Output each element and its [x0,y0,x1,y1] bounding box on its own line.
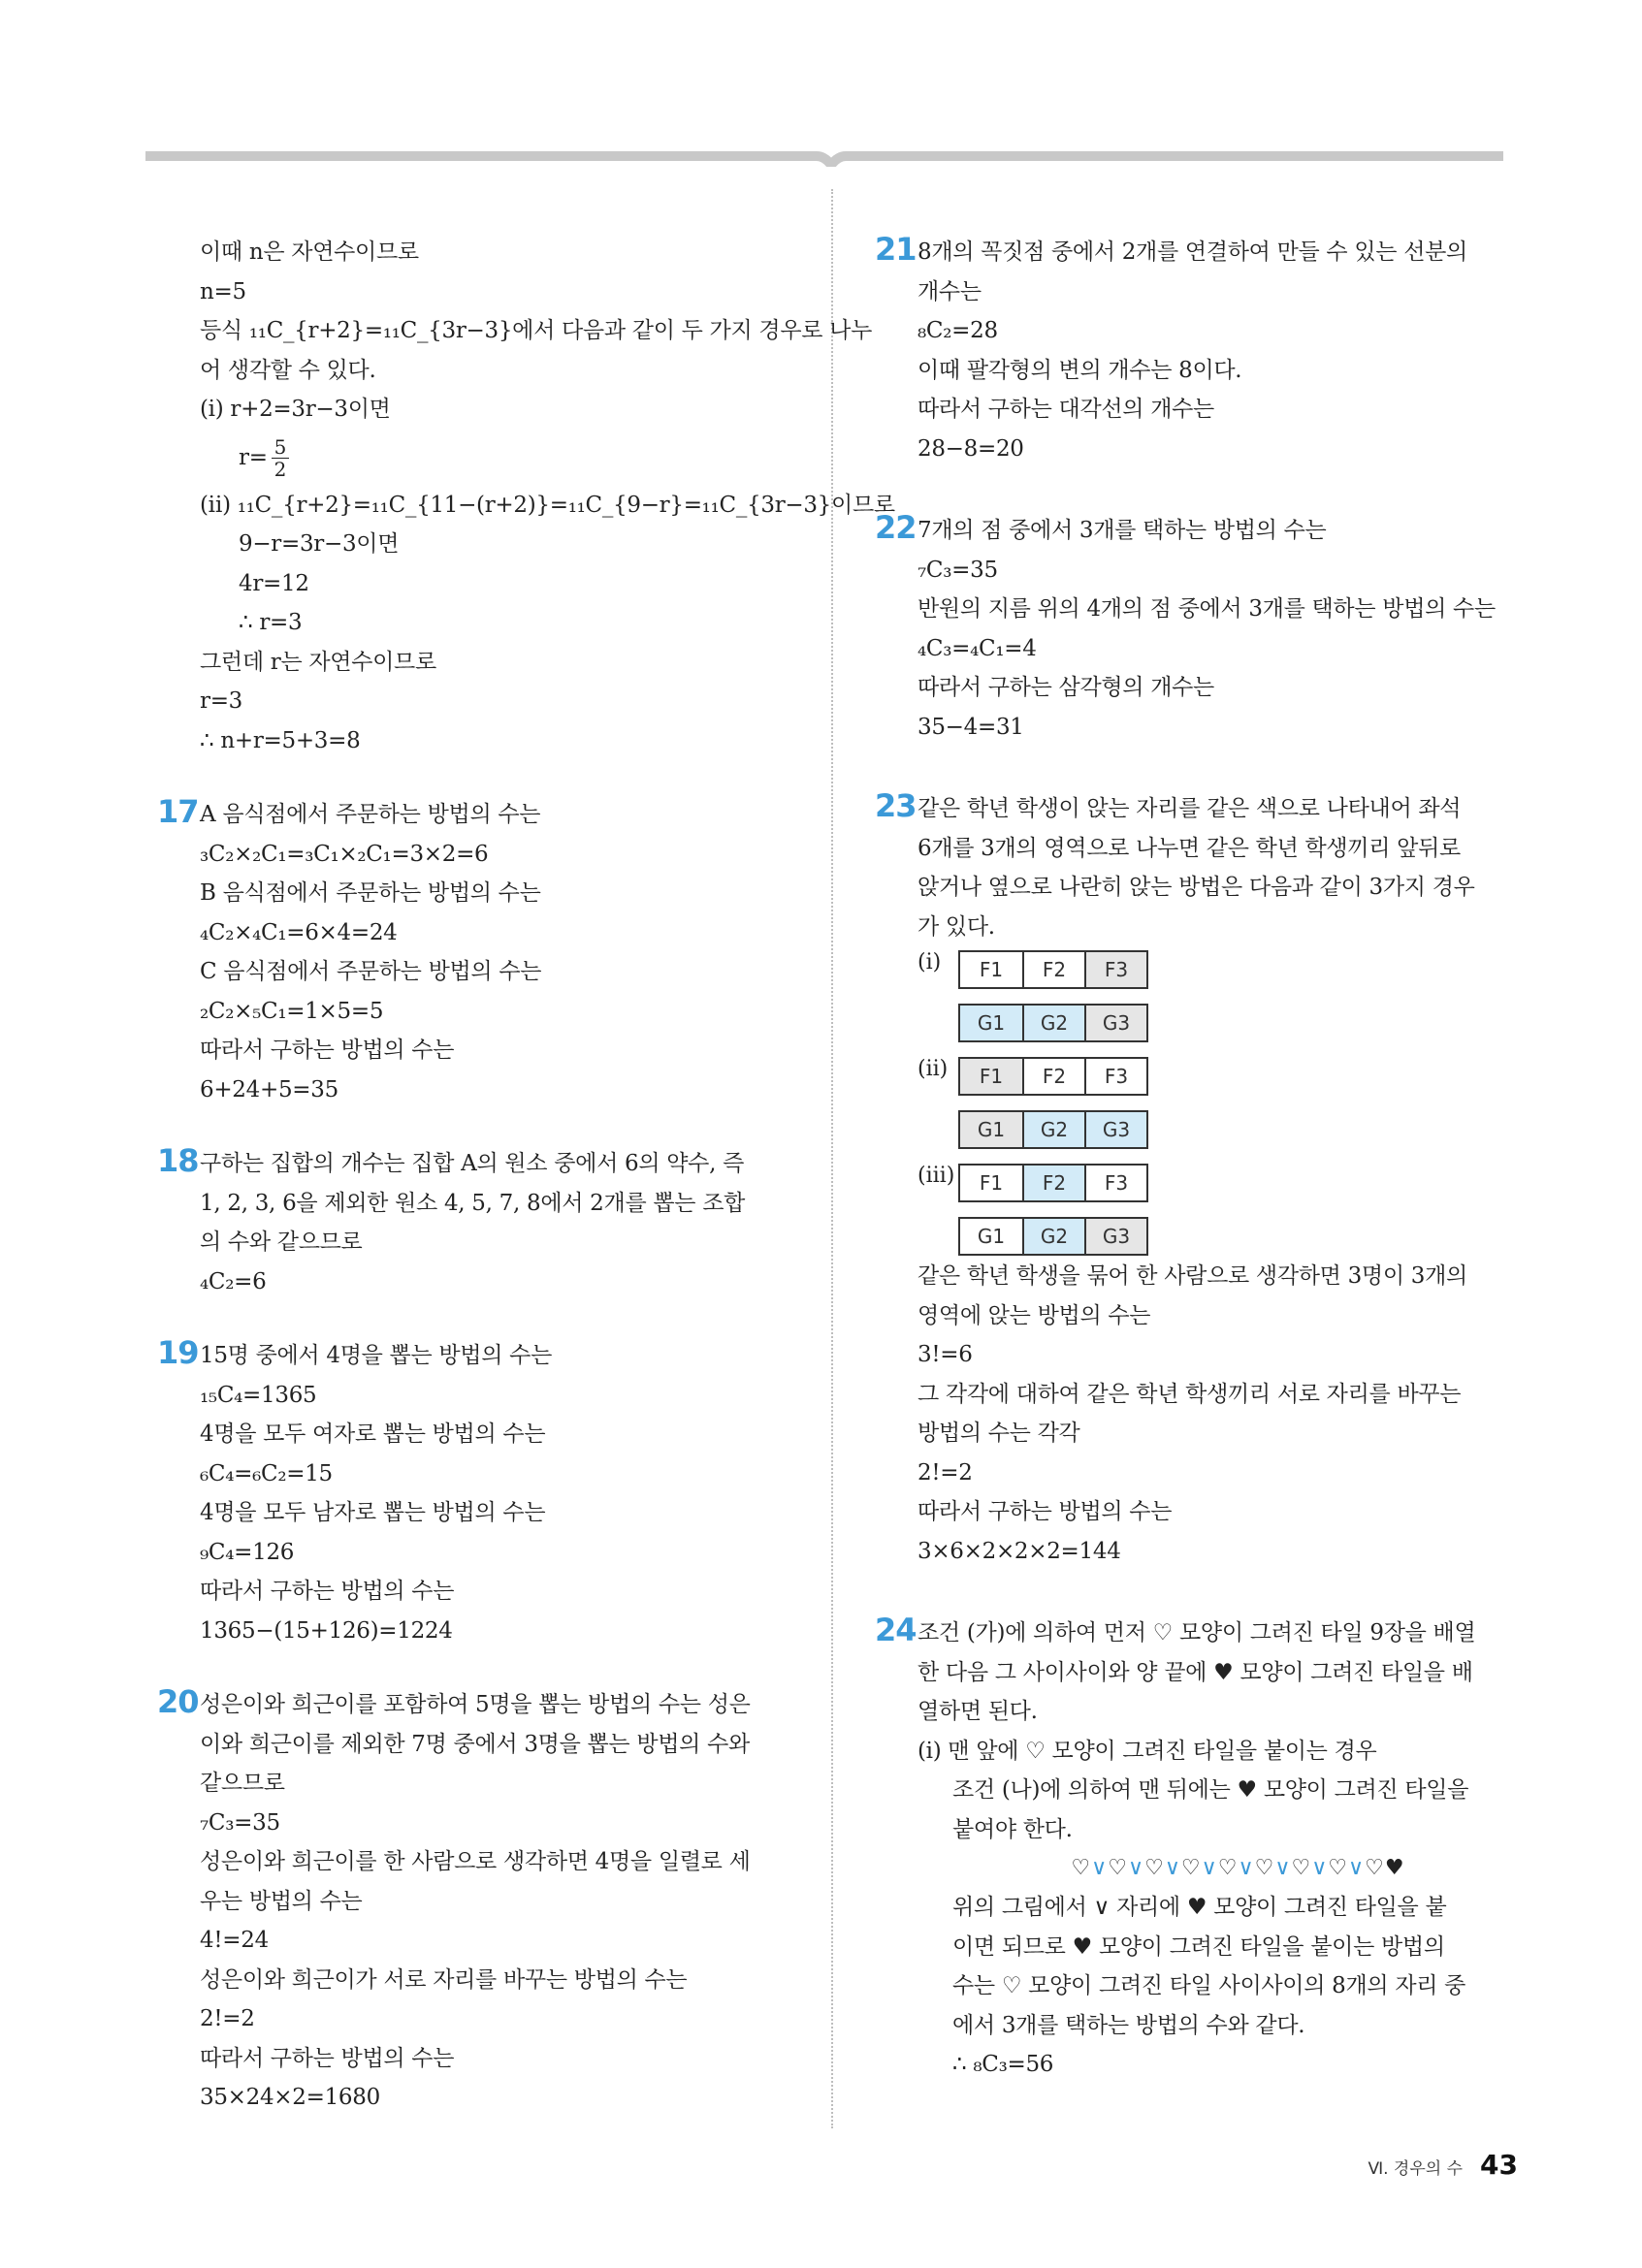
text-line: ₄C₃=₄C₁=4 [918,635,1037,661]
solution-lines [200,1685,797,2118]
text-line: 위의 그림에서 ∨ 자리에 ♥ 모양이 그려진 타일을 붙 [952,1895,1447,1920]
slot-mark: ∨ [1091,1856,1109,1880]
seat-cell: G2 [1022,1112,1084,1147]
page-number: 43 [1480,2149,1518,2181]
text-line: ₉C₄=126 [200,1539,295,1565]
solution-19 [157,1336,797,1650]
seat-cell: F3 [1084,1166,1146,1200]
left-column [157,233,895,2153]
text-line: ∴ r=3 [239,610,303,635]
seat-cell: F2 [1022,1059,1084,1094]
text-line: ∴ n+r=5+3=8 [200,727,361,753]
seat-cell: G3 [1084,1112,1146,1147]
text-part: r= [239,444,268,470]
case-label: (ⅱ) [918,1057,949,1081]
slot-mark: ∨ [1348,1856,1366,1880]
right-column [875,233,1520,2120]
solution-lines [918,1888,1520,2085]
text-line: 반원의 지름 위의 4개의 점 중에서 3개를 택하는 방법의 수는 [918,596,1496,622]
solution-lines [200,1144,797,1301]
text-line: 이면 되므로 ♥ 모양이 그려진 타일을 붙이는 방법의 [952,1933,1445,1960]
text-line: 35×24×2=1680 [200,2085,380,2110]
solution-16-continued [157,233,895,760]
text-line: 같으므로 [200,1771,285,1796]
text-line: C 음식점에서 주문하는 방법의 수는 [200,959,542,984]
solution-lines [918,233,1520,468]
text-line: B 음식점에서 주문하는 방법의 수는 [200,880,541,906]
text-line: 성은이와 희근이가 서로 자리를 바꾸는 방법의 수는 [200,1966,688,1993]
seat-cell: G1 [960,1112,1022,1147]
problem-number: 19 [157,1334,199,1371]
heart-tile: ♡ [1071,1856,1092,1880]
text-line: 3×6×2×2×2=144 [918,1538,1121,1564]
seat-row [958,1164,1148,1202]
text-line: n=5 [200,278,246,304]
solution-lines [200,1336,797,1650]
text-line: 그 각각에 대하여 같은 학년 학생끼리 서로 자리를 바꾸는 [918,1381,1462,1407]
text-line: 2!=2 [200,2006,255,2031]
text-line: A 음식점에서 주문하는 방법의 수는 [200,802,541,827]
seat-cell: F2 [1022,952,1084,987]
seat-cell: F3 [1084,1059,1146,1094]
heart-tile: ♡ [1254,1856,1275,1880]
text-line: 성은이와 희근이를 포함하여 5명을 뽑는 방법의 수는 성은 [200,1692,751,1717]
fraction [272,436,289,480]
text-line: 등식 ₁₁C_{r+2}=₁₁C_{3r−3}에서 다음과 같이 두 가지 경우로 나누 [200,318,872,343]
text-line: 6개를 3개의 영역으로 나누면 같은 학년 학생끼리 앞뒤로 [918,835,1461,861]
text-line: 따라서 구하는 삼각형의 개수는 [918,675,1214,700]
seat-row [958,950,1148,989]
solution-21 [875,233,1520,468]
seat-cell: G2 [1022,1006,1084,1040]
column-divider [831,189,833,2128]
tile-sequence [918,1849,1520,1888]
seat-cell: F1 [960,952,1022,987]
text-line: 7개의 점 중에서 3개를 택하는 방법의 수는 [918,518,1327,543]
problem-number: 24 [875,1612,917,1648]
seat-cell: G1 [960,1006,1022,1040]
solution-20 [157,1685,797,2118]
text-line: 구하는 집합의 개수는 집합 A의 원소 중에서 6의 약수, 즉 [200,1151,745,1176]
text-line: 6+24+5=35 [200,1076,338,1102]
solution-24 [875,1613,1520,2085]
seat-cell: G2 [1022,1219,1084,1254]
text-line: 이때 팔각형의 변의 개수는 8이다. [918,357,1242,383]
seat-row [958,1057,1148,1096]
top-decorative-bar [145,145,1503,167]
text-line: 4명을 모두 남자로 뽑는 방법의 수는 [200,1500,546,1525]
text-line: 같은 학년 학생이 앉는 자리를 같은 색으로 나타내어 좌석 [918,796,1462,821]
heart-tile: ♡ [1365,1856,1385,1880]
slot-mark: ∨ [1311,1856,1329,1880]
text-line: 1, 2, 3, 6을 제외한 원소 4, 5, 7, 8에서 2개를 뽑는 조합 [200,1190,746,1216]
text-line: 4명을 모두 여자로 뽑는 방법의 수는 [200,1421,546,1447]
solution-22 [875,511,1520,747]
problem-number: 22 [875,509,917,546]
text-line: 따라서 구하는 방법의 수는 [200,2045,455,2071]
text-line: 9−r=3r−3이면 [239,531,400,557]
solution-lines [918,1613,1520,1849]
text-line: 에서 3개를 택하는 방법의 수와 같다. [952,2012,1305,2038]
text-line: 한 다음 그 사이사이와 양 끝에 ♥ 모양이 그려진 타일을 배 [918,1659,1473,1685]
text-line: ₄C₂=6 [200,1268,267,1294]
slot-mark: ∨ [1238,1856,1255,1880]
slot-mark: ∨ [1201,1856,1218,1880]
text-line: 우는 방법의 수는 [200,1888,363,1914]
text-line: 이때 n은 자연수이므로 [200,240,419,265]
text-line: ₇C₃=35 [200,1809,280,1836]
text-line: 따라서 구하는 방법의 수는 [918,1499,1173,1524]
problem-number: 20 [157,1683,199,1720]
heart-tile: ♡ [1328,1856,1349,1880]
solution-lines [200,795,797,1109]
seat-cell: F1 [960,1059,1022,1094]
text-line: 개수는 [918,278,982,304]
case-label: (ⅲ) [918,1164,955,1188]
seat-cell: F3 [1084,952,1146,987]
text-line: 따라서 구하는 방법의 수는 [200,1038,455,1063]
solution-lines [918,511,1520,747]
text-line: 앉거나 옆으로 나란히 앉는 방법은 다음과 같이 3가지 경우 [918,875,1475,900]
problem-number: 21 [875,231,917,268]
text-line: 열하면 된다. [918,1699,1038,1724]
heart-tile: ♡ [1180,1856,1202,1880]
seat-row [958,1004,1148,1042]
slot-mark: ∨ [1274,1856,1292,1880]
text-line: 영역에 앉는 방법의 수는 [918,1302,1151,1328]
text-line: 방법의 수는 각각 [918,1421,1080,1446]
seat-cell: G3 [1084,1219,1146,1254]
text-line: (ⅰ) 맨 앞에 ♡ 모양이 그려진 타일을 붙이는 경우 [918,1738,1377,1764]
solution-23 [875,789,1520,1571]
text-line: 가 있다. [918,913,995,940]
fraction-line [200,430,797,486]
text-line: ₂C₂×₅C₁=1×5=5 [200,998,384,1024]
text-line: 성은이와 희근이를 한 사람으로 생각하면 4명을 일렬로 세 [200,1849,751,1874]
text-line: 조건 (가)에 의하여 먼저 ♡ 모양이 그려진 타일 9장을 배열 [918,1620,1476,1645]
slot-mark: ∨ [1127,1856,1145,1880]
text-line: 의 수와 같으므로 [200,1230,363,1255]
text-line: ₇C₃=35 [918,557,998,583]
problem-number: 18 [157,1142,199,1179]
heart-tile: ♡ [1217,1856,1239,1880]
seat-row [958,1217,1148,1256]
text-line: 붙여야 한다. [952,1816,1073,1842]
text-line: 따라서 구하는 대각선의 개수는 [918,397,1214,422]
case-label: (ⅰ) [918,950,942,974]
text-line: (ⅰ) r+2=3r−3이면 [200,397,391,422]
text-line: ₃C₂×₂C₁=₃C₁×₂C₁=3×2=6 [200,841,489,867]
page-footer [1368,2149,1518,2181]
seat-cell: G3 [1084,1006,1146,1040]
solution-17 [157,795,797,1109]
text-line: 1365−(15+126)=1224 [200,1617,453,1644]
seat-cell: F1 [960,1166,1022,1200]
slot-mark: ∨ [1164,1856,1181,1880]
text-line: 2!=2 [918,1459,973,1485]
problem-number: 23 [875,787,917,824]
denominator: 2 [274,458,287,481]
seating-diagram [918,950,1520,1251]
numerator: 5 [272,436,289,459]
solution-lines [918,789,1520,946]
text-line: ∴ ₈C₃=56 [952,2052,1054,2077]
text-line: ₄C₂×₄C₁=6×4=24 [200,919,398,945]
text-line: (ⅱ) ₁₁C_{r+2}=₁₁C_{11−(r+2)}=₁₁C_{9−r}=₁₁C_{3r−3}이므로 [200,492,895,518]
text-line: 그런데 r는 자연수이므로 [200,649,436,675]
solution-18 [157,1144,797,1301]
problem-number: 17 [157,793,199,830]
heart-tile: ♡ [1108,1856,1128,1880]
heart-tile: ♡ [1291,1856,1312,1880]
text-line: 3!=6 [918,1342,973,1367]
text-line: 이와 희근이를 제외한 7명 중에서 3명을 뽑는 방법의 수와 [200,1731,750,1757]
text-line: 따라서 구하는 방법의 수는 [200,1579,455,1604]
seat-row [958,1110,1148,1149]
text-line: 수는 ♡ 모양이 그려진 타일 사이사이의 8개의 자리 중 [952,1973,1466,1998]
chapter-title: Ⅵ. 경우의 수 [1368,2159,1464,2179]
text-line: 28−8=20 [918,435,1024,462]
filled-heart-tile: ♥ [1384,1856,1405,1880]
solution-lines [918,1257,1520,1571]
text-line: 같은 학년 학생을 묶어 한 사람으로 생각하면 3명이 3개의 [918,1263,1467,1289]
text-line: 8개의 꼭짓점 중에서 2개를 연결하여 만들 수 있는 선분의 [918,240,1467,265]
text-line: 조건 (나)에 의하여 맨 뒤에는 ♥ 모양이 그려진 타일을 [952,1777,1469,1803]
text-line: 어 생각할 수 있다. [200,357,376,383]
text-line: ₈C₂=28 [918,318,998,343]
text-line: 35−4=31 [918,714,1024,740]
seat-cell: G1 [960,1219,1022,1254]
text-line: r=3 [200,688,242,714]
text-line: 4r=12 [239,570,309,596]
text-line: ₁₅C₄=1365 [200,1382,317,1408]
heart-tile: ♡ [1144,1856,1165,1880]
text-line: 4!=24 [200,1928,269,1953]
text-line: ₆C₄=₆C₂=15 [200,1460,333,1486]
seat-cell: F2 [1022,1166,1084,1200]
text-line: 15명 중에서 4명을 뽑는 방법의 수는 [200,1343,552,1368]
